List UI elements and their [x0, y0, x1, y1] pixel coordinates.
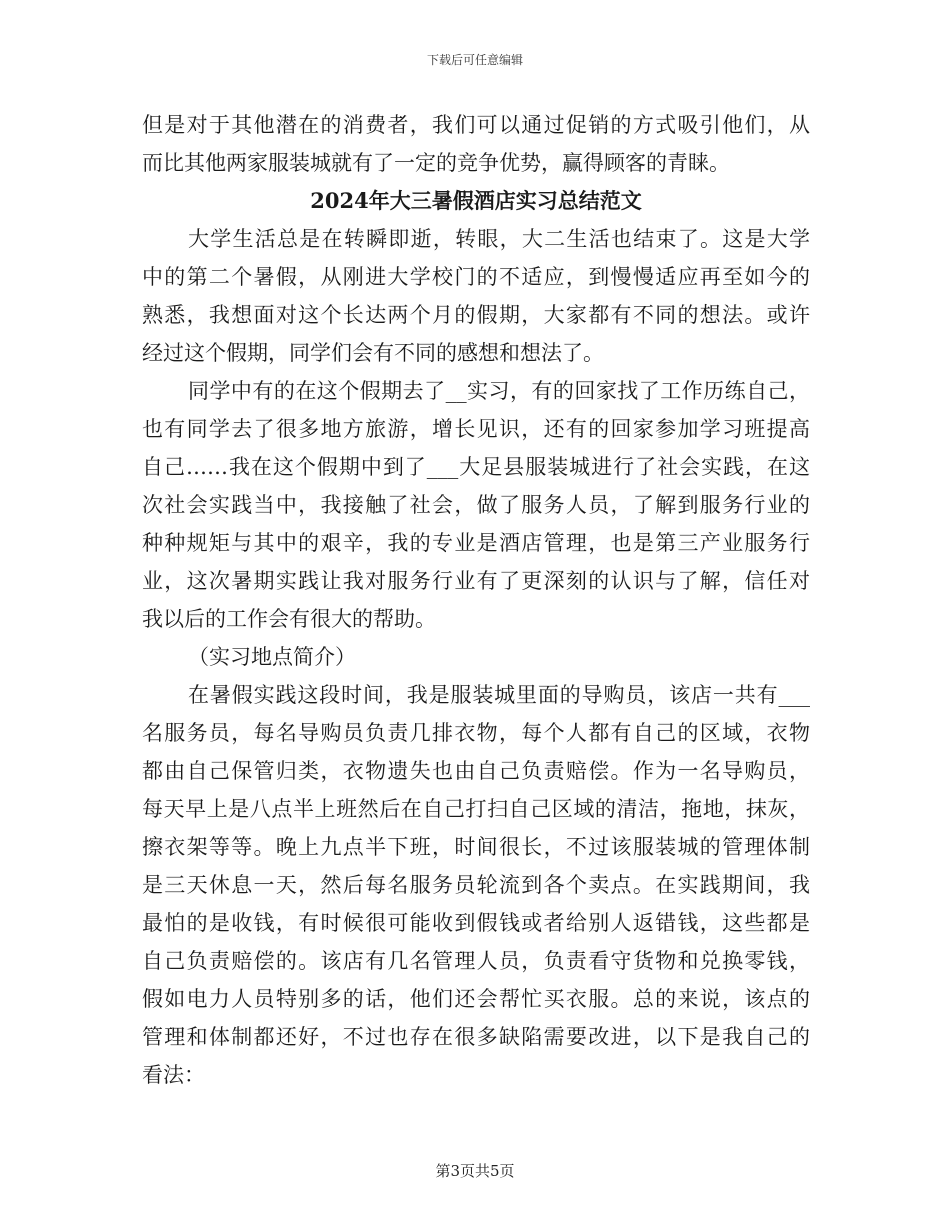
text-line: 都由自己保管归类，衣物遗失也由自己负责赔偿。作为一名导购员，: [142, 759, 810, 783]
document-body: [142, 106, 810, 1094]
text-line: 名服务员，每名导购员负责几排衣物，每个人都有自己的区域，衣物: [142, 721, 810, 745]
section-heading: （实习地点简介）: [188, 645, 356, 669]
text-line: 看法：: [142, 1063, 205, 1087]
document-title: 2024年大三暑假酒店实习总结范文: [310, 188, 642, 213]
text-line: 种种规矩与其中的艰辛，我的专业是酒店管理，也是第三产业服务行: [142, 531, 810, 555]
text-line: 同学中有的在这个假期去了__实习，有的回家找了工作历练自己，: [188, 379, 810, 403]
text-line: 但是对于其他潜在的消费者，我们可以通过促销的方式吸引他们，从: [142, 113, 810, 137]
text-line: 中的第二个暑假，从刚进大学校门的不适应，到慢慢适应再至如今的: [142, 265, 810, 289]
text-line: 而比其他两家服装城就有了一定的竞争优势，赢得顾客的青睐。: [142, 151, 730, 175]
text-line: 次社会实践当中，我接触了社会，做了服务人员，了解到服务行业的: [142, 493, 810, 517]
text-line: 也有同学去了很多地方旅游，增长见识，还有的回家参加学习班提高: [142, 417, 810, 441]
text-line: 在暑假实践这段时间，我是服装城里面的导购员，该店一共有___: [188, 683, 810, 707]
text-line: 管理和体制都还好，不过也存在很多缺陷需要改进，以下是我自己的: [142, 1025, 810, 1049]
text-line: 是三天休息一天，然后每名服务员轮流到各个卖点。在实践期间，我: [142, 873, 810, 897]
text-line: 自己……我在这个假期中到了___大足县服装城进行了社会实践，在这: [142, 455, 810, 479]
text-line: 假如电力人员特别多的话，他们还会帮忙买衣服。总的来说，该点的: [142, 987, 810, 1011]
page-header: 下载后可任意编辑: [426, 53, 523, 67]
text-line: 熟悉，我想面对这个长达两个月的假期，大家都有不同的想法。或许: [142, 303, 810, 327]
text-line: 大学生活总是在转瞬即逝，转眼，大二生活也结束了。这是大学: [188, 227, 810, 251]
text-line: 经过这个假期，同学们会有不同的感想和想法了。: [142, 341, 604, 365]
text-line: 我以后的工作会有很大的帮助。: [142, 607, 436, 631]
text-line: 业，这次暑期实践让我对服务行业有了更深刻的认识与了解，信任对: [142, 569, 810, 593]
text-line: 自己负责赔偿的。该店有几名管理人员，负责看守货物和兑换零钱，: [142, 949, 810, 973]
text-line: 每天早上是八点半上班然后在自己打扫自己区域的清洁，拖地，抹灰，: [142, 797, 810, 821]
text-line: 最怕的是收钱，有时候很可能收到假钱或者给别人返错钱，这些都是: [142, 911, 810, 935]
page-footer: 第3页共5页: [435, 1162, 515, 1180]
text-line: 擦衣架等等。晚上九点半下班，时间很长，不过该服装城的管理体制: [142, 835, 810, 859]
